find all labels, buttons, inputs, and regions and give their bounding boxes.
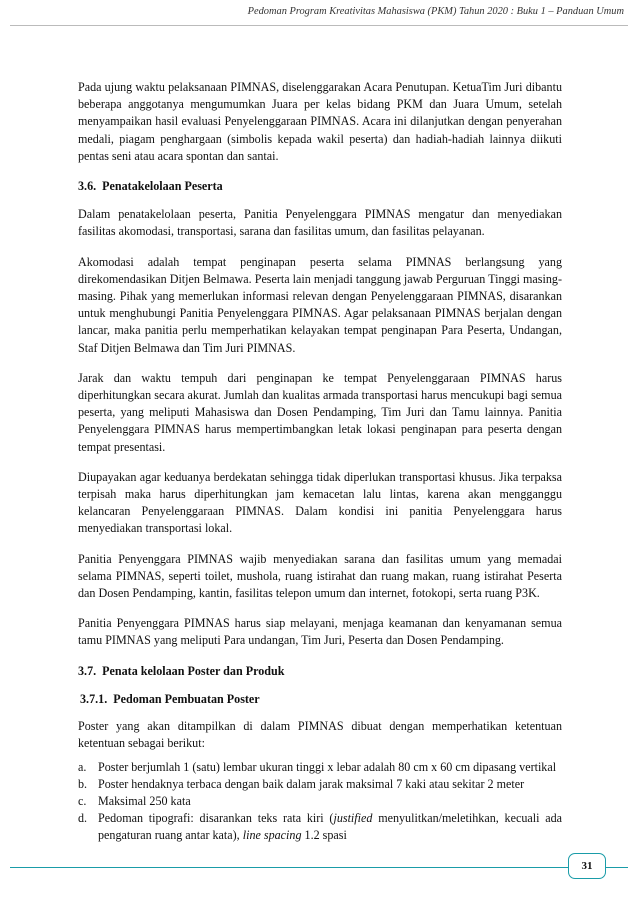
page-body — [78, 79, 562, 845]
list-item — [78, 776, 562, 793]
italic-term: justified — [333, 811, 373, 826]
poster-requirements-list — [78, 759, 562, 845]
paragraph-participant-management: Dalam penatakelolaan peserta, Panitia Penyelenggara PIMNAS mengatur dan menyediakan fasilitas akomodasi, transportasi, sarana dan fasilitas umum, dan fasilitas pelayanan. — [78, 207, 562, 239]
list-item — [78, 810, 562, 844]
subsection-heading-3-7-1 — [80, 691, 562, 708]
list-item — [78, 793, 562, 810]
list-item-text: Poster berjumlah 1 (satu) lembar ukuran tinggi x lebar adalah 80 cm x 60 cm dipasang vertikal — [98, 759, 557, 774]
paragraph-public-facilities: Panitia Penyenggara PIMNAS wajib menyediakan sarana dan fasilitas umum yang memadai selama PIMNAS, seperti toilet, mushola, ruang istirahat dan ruang makan, ruang istirahat Peserta dan Dosen Pendamping, kantin, fasilitas telepon umum dan internet, fotokopi, serta ruang P3K. — [78, 551, 562, 601]
section-heading-3-6 — [78, 178, 562, 195]
paragraph-poster-intro: Poster yang akan ditampilkan di dalam PIMNAS dibuat dengan memperhatikan ketentuan ketentuan sebagai berikut: — [78, 719, 562, 751]
list-item — [78, 759, 562, 776]
italic-term: line spacing — [242, 828, 302, 843]
list-item-text: Maksimal 250 kata — [98, 793, 191, 808]
section-title: Penatakelolaan Peserta — [102, 179, 223, 194]
paragraph-local-transport: Diupayakan agar keduanya berdekatan sehingga tidak diperlukan transportasi khusus. Jika terpaksa terpisah maka harus diperhitungkan jam kemacetan lalu lintas, karena akan mengganggu kelancaran Penyelenggaraan PIMNAS. Dalam kondisi ini panitia Penyelenggara harus menyediakan transportasi lokal. — [78, 469, 562, 536]
footer-divider — [10, 867, 628, 868]
paragraph-closing-ceremony: Pada ujung waktu pelaksanaan PIMNAS, diselenggarakan Acara Penutupan. KetuaTim Juri dibantu beberapa anggotanya mengumumkan Juara per kelas bidang PKM dan Juara Umum, setelah menyampaikan hasil evaluasi Penyelenggaraan PIMNAS. Acara ini dilanjutkan dengan penyerahan medali, piagam penghargaan (simbolis kepada wakil peserta) dan hadiah-hadiah lainnya diikuti pentas seni atau acara spontan dan santai. — [78, 80, 562, 163]
paragraph-transport-distance: Jarak dan waktu tempuh dari penginapan ke tempat Penyelenggaraan PIMNAS harus diperhitungkan secara akurat. Jumlah dan kualitas armada transportasi harus mencukupi bagi semua peserta, yang meliputi Mahasiswa dan Dosen Pendamping, Tim Juri dan Tamu lainnya. Panitia Penyelenggara PIMNAS harus mempertimbangkan letak lokasi penginapan para peserta dengan tempat presentasi. — [78, 370, 562, 454]
running-header: Pedoman Program Kreativitas Mahasiswa (PKM) Tahun 2020 : Buku 1 – Panduan Umum — [247, 6, 624, 17]
paragraph-accommodation: Akomodasi adalah tempat penginapan peserta selama PIMNAS berlangsung yang direkomendasikan Ditjen Belmawa. Peserta lain menjadi tanggung jawab Perguruan Tinggi masing-masing. Pihak yang memerlukan informasi relevan dengan Penyelenggaraan PIMNAS, disarankan untuk menghubungi Panitia Penyelenggara PIMNAS. Agar pelaksanaan PIMNAS berjalan dengan lancar, maka panitia perlu memperhatikan kelayakan tempat penginapan Para Peserta, Undangan, Staf Ditjen Belmawa dan Tim Juri PIMNAS. — [78, 254, 562, 355]
page-number-badge: 31 — [568, 853, 606, 879]
section-heading-3-7 — [78, 663, 562, 680]
list-item-text: Pedoman tipografi: disarankan teks rata kiri (justified menyulitkan/meletihkan, kecuali ada pengaturan ruang antar kata), line spacing 1.2 spasi — [98, 811, 563, 843]
list-marker: b. — [78, 776, 88, 791]
subsection-number: 3.7.1. — [80, 691, 108, 706]
paragraph-services: Panitia Penyenggara PIMNAS harus siap melayani, menjaga keamanan dan kenyamanan semua tamu PIMNAS yang meliputi Para undangan, Tim Juri, Peserta dan Dosen Pendamping. — [78, 616, 562, 648]
section-number: 3.7. — [78, 663, 97, 678]
section-number: 3.6. — [78, 179, 97, 194]
header-divider — [10, 25, 628, 26]
list-marker: c. — [78, 793, 87, 808]
list-marker: a. — [78, 759, 87, 774]
subsection-title: Pedoman Pembuatan Poster — [113, 691, 260, 706]
section-title: Penata kelolaan Poster dan Produk — [102, 663, 285, 678]
list-marker: d. — [78, 811, 88, 826]
list-item-text: Poster hendaknya terbaca dengan baik dalam jarak maksimal 7 kaki atau sekitar 2 meter — [98, 776, 525, 791]
